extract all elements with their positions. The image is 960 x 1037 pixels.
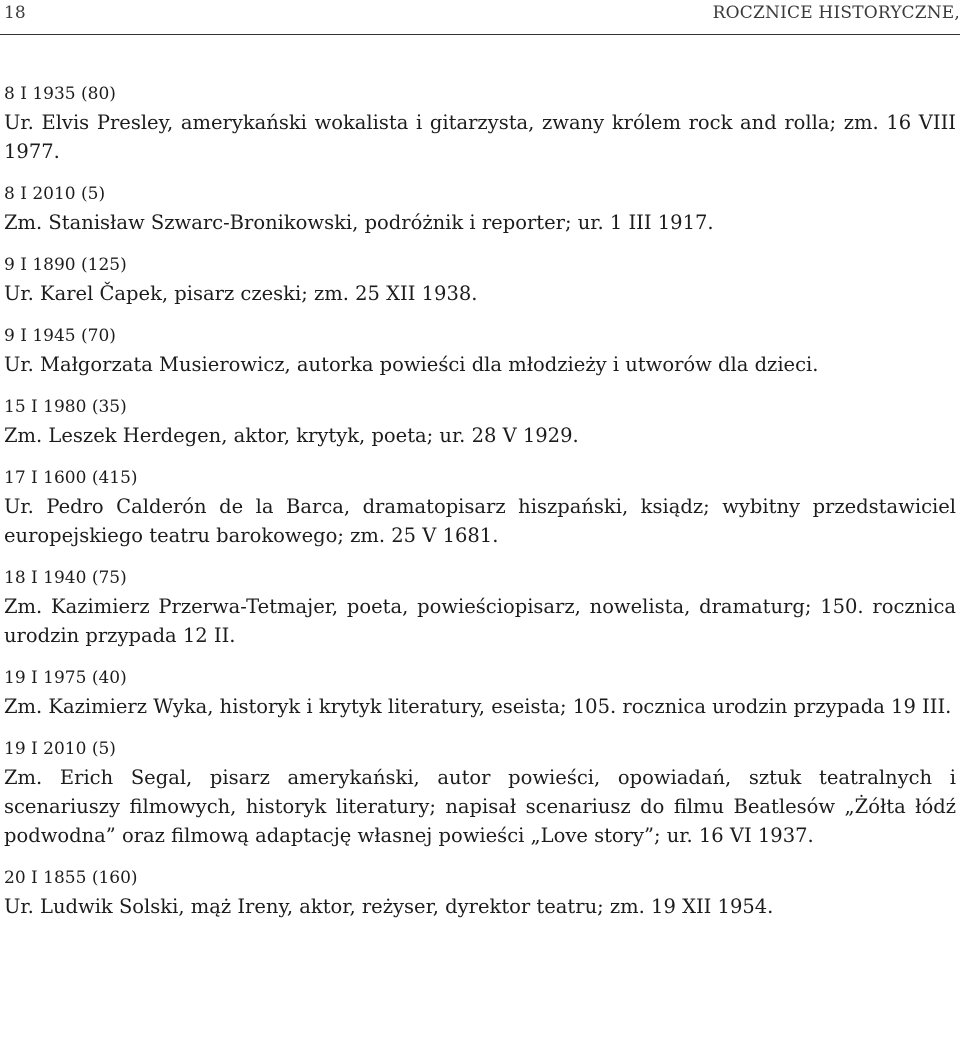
- entry-date: 17 I 1600 (415): [4, 468, 138, 488]
- entry-date: 19 I 2010 (5): [4, 739, 116, 759]
- entry-date: 20 I 1855 (160): [4, 868, 138, 888]
- entry-date: 9 I 1890 (125): [4, 255, 127, 275]
- page-header: [0, 0, 960, 35]
- anniversary-entry: [4, 80, 956, 166]
- entry-text: Zm. Erich Segal, pisarz amerykański, autor powieści, opowiadań, sztuk teatralnych i scenariuszy filmowych, historyk literatury; napisał scenariusz do filmu Beatlesów „Żółta łódź podwodna” oraz filmową adaptację własnej powieści „Love story”; ur. 16 VI 1937.: [4, 766, 956, 847]
- anniversary-entry: [4, 664, 956, 721]
- entry-text: Zm. Leszek Herdegen, aktor, krytyk, poeta; ur. 28 V 1929.: [4, 424, 579, 447]
- entry-date: 8 I 2010 (5): [4, 184, 106, 204]
- entry-text: Ur. Ludwik Solski, mąż Ireny, aktor, reżyser, dyrektor teatru; zm. 19 XII 1954.: [4, 895, 774, 918]
- entry-text: Ur. Karel Čapek, pisarz czeski; zm. 25 XII 1938.: [4, 282, 478, 305]
- anniversary-entry: [4, 864, 956, 921]
- entry-date: 18 I 1940 (75): [4, 568, 127, 588]
- entry-date: 8 I 1935 (80): [4, 84, 116, 104]
- entry-text: Ur. Małgorzata Musierowicz, autorka powieści dla młodzieży i utworów dla dzieci.: [4, 353, 819, 376]
- anniversary-entry: [4, 735, 956, 850]
- anniversary-entry: [4, 251, 956, 308]
- anniversary-list: [4, 80, 956, 935]
- entry-date: 19 I 1975 (40): [4, 668, 127, 688]
- anniversary-entry: [4, 180, 956, 237]
- running-head: ROCZNICE HISTORYCZNE,: [712, 3, 960, 23]
- anniversary-entry: [4, 322, 956, 379]
- entry-text: Zm. Kazimierz Przerwa-Tetmajer, poeta, powieściopisarz, nowelista, dramaturg; 150. rocznica urodzin przypada 12 II.: [4, 595, 956, 647]
- entry-date: 9 I 1945 (70): [4, 326, 116, 346]
- entry-text: Ur. Pedro Calderón de la Barca, dramatopisarz hiszpański, ksiądz; wybitny przedstawiciel europejskiego teatru barokowego; zm. 25 V 1681.: [4, 495, 956, 547]
- entry-date: 15 I 1980 (35): [4, 397, 127, 417]
- anniversary-entry: [4, 464, 956, 550]
- entry-text: Zm. Stanisław Szwarc-Bronikowski, podróżnik i reporter; ur. 1 III 1917.: [4, 211, 714, 234]
- entry-text: Ur. Elvis Presley, amerykański wokalista i gitarzysta, zwany królem rock and rolla; zm. 16 VIII 1977.: [4, 111, 956, 163]
- page-number: 18: [4, 3, 26, 23]
- anniversary-entry: [4, 564, 956, 650]
- anniversary-entry: [4, 393, 956, 450]
- entry-text: Zm. Kazimierz Wyka, historyk i krytyk literatury, eseista; 105. rocznica urodzin przypada 19 III.: [4, 695, 952, 718]
